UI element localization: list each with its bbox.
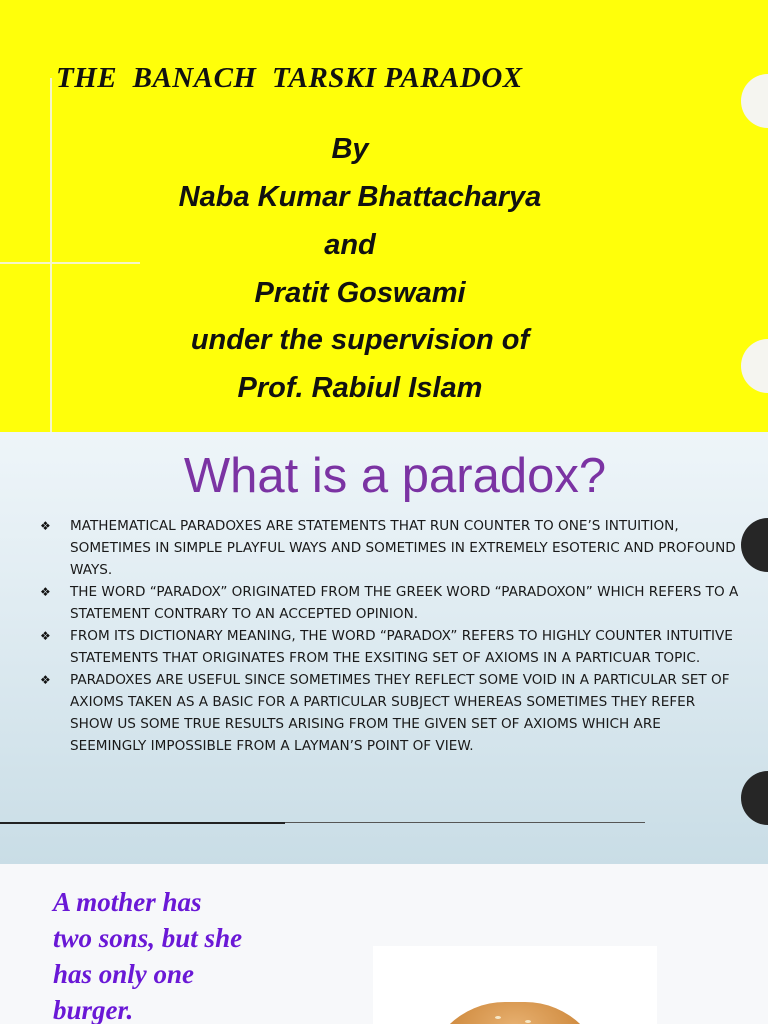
- definition-slide: [0, 432, 768, 864]
- decorative-horizontal-line: [0, 262, 140, 264]
- bullet-text: MATHEMATICAL PARADOXES ARE STATEMENTS THAT RUN COUNTER TO ONE’S INTUITION, SOMETIMES IN SIMPLE PLAYFUL WAYS AND SOMETIMES IN EXTREMELY ESOTERIC AND PROFOUND WAYS.: [70, 518, 736, 578]
- list-item: [40, 669, 740, 757]
- riddle-text: A mother has two sons, but she has only one burger.: [53, 887, 243, 1024]
- list-item: [40, 581, 740, 625]
- list-item: [40, 625, 740, 669]
- burger-bun-icon: [425, 1002, 605, 1024]
- list-item: [40, 515, 740, 581]
- supervisor-name: Prof. Rabiul Islam: [237, 372, 483, 404]
- bullet-text: PARADOXES ARE USEFUL SINCE SOMETIMES THEY REFLECT SOME VOID IN A PARTICULAR SET OF AXIOMS TAKEN AS A BASIC FOR A PARTICULAR SUBJECT WHEREAS SOMETIMES THEY REFER SHOW US SOME TRUE RESULTS ARISING FROM THE GIVEN SET OF AXIOMS WHICH ARE SEEMINGLY IMPOSSIBLE FROM A LAYMAN’S POINT OF VIEW.: [70, 672, 730, 754]
- divider-line: [0, 822, 285, 824]
- decorative-circle: [741, 74, 768, 128]
- diamond-bullet-icon: ❖: [40, 629, 51, 643]
- decorative-circle: [741, 771, 768, 825]
- decorative-circle: [741, 339, 768, 393]
- burger-image: [373, 946, 657, 1024]
- presentation-title: THE BANACH TARSKI PARADOX: [56, 62, 523, 94]
- by-label: By: [331, 133, 369, 165]
- decorative-circle: [741, 518, 768, 572]
- diamond-bullet-icon: ❖: [40, 585, 51, 599]
- author-name: Pratit Goswami: [254, 277, 466, 309]
- sesame-seed: [495, 1016, 501, 1019]
- diamond-bullet-icon: ❖: [40, 519, 51, 533]
- author-name: Naba Kumar Bhattacharya: [178, 181, 542, 213]
- riddle-slide: [0, 864, 768, 1024]
- bullet-list: [40, 515, 740, 757]
- diamond-bullet-icon: ❖: [40, 673, 51, 687]
- bullet-text: FROM ITS DICTIONARY MEANING, THE WORD “PARADOX” REFERS TO HIGHLY COUNTER INTUITIVE STATEMENTS THAT ORIGINATES FROM THE EXSITING SET OF AXIOMS IN A PARTICUAR TOPIC.: [70, 628, 733, 666]
- and-label: and: [324, 229, 376, 261]
- title-slide: [0, 0, 768, 432]
- slide-heading: What is a paradox?: [183, 449, 607, 503]
- supervision-label: under the supervision of: [190, 324, 530, 356]
- sesame-seed: [525, 1020, 531, 1023]
- divider-line: [285, 822, 645, 823]
- bullet-text: THE WORD “PARADOX” ORIGINATED FROM THE GREEK WORD “PARADOXON” WHICH REFERS TO A STATEMENT CONTRARY TO AN ACCEPTED OPINION.: [70, 584, 739, 622]
